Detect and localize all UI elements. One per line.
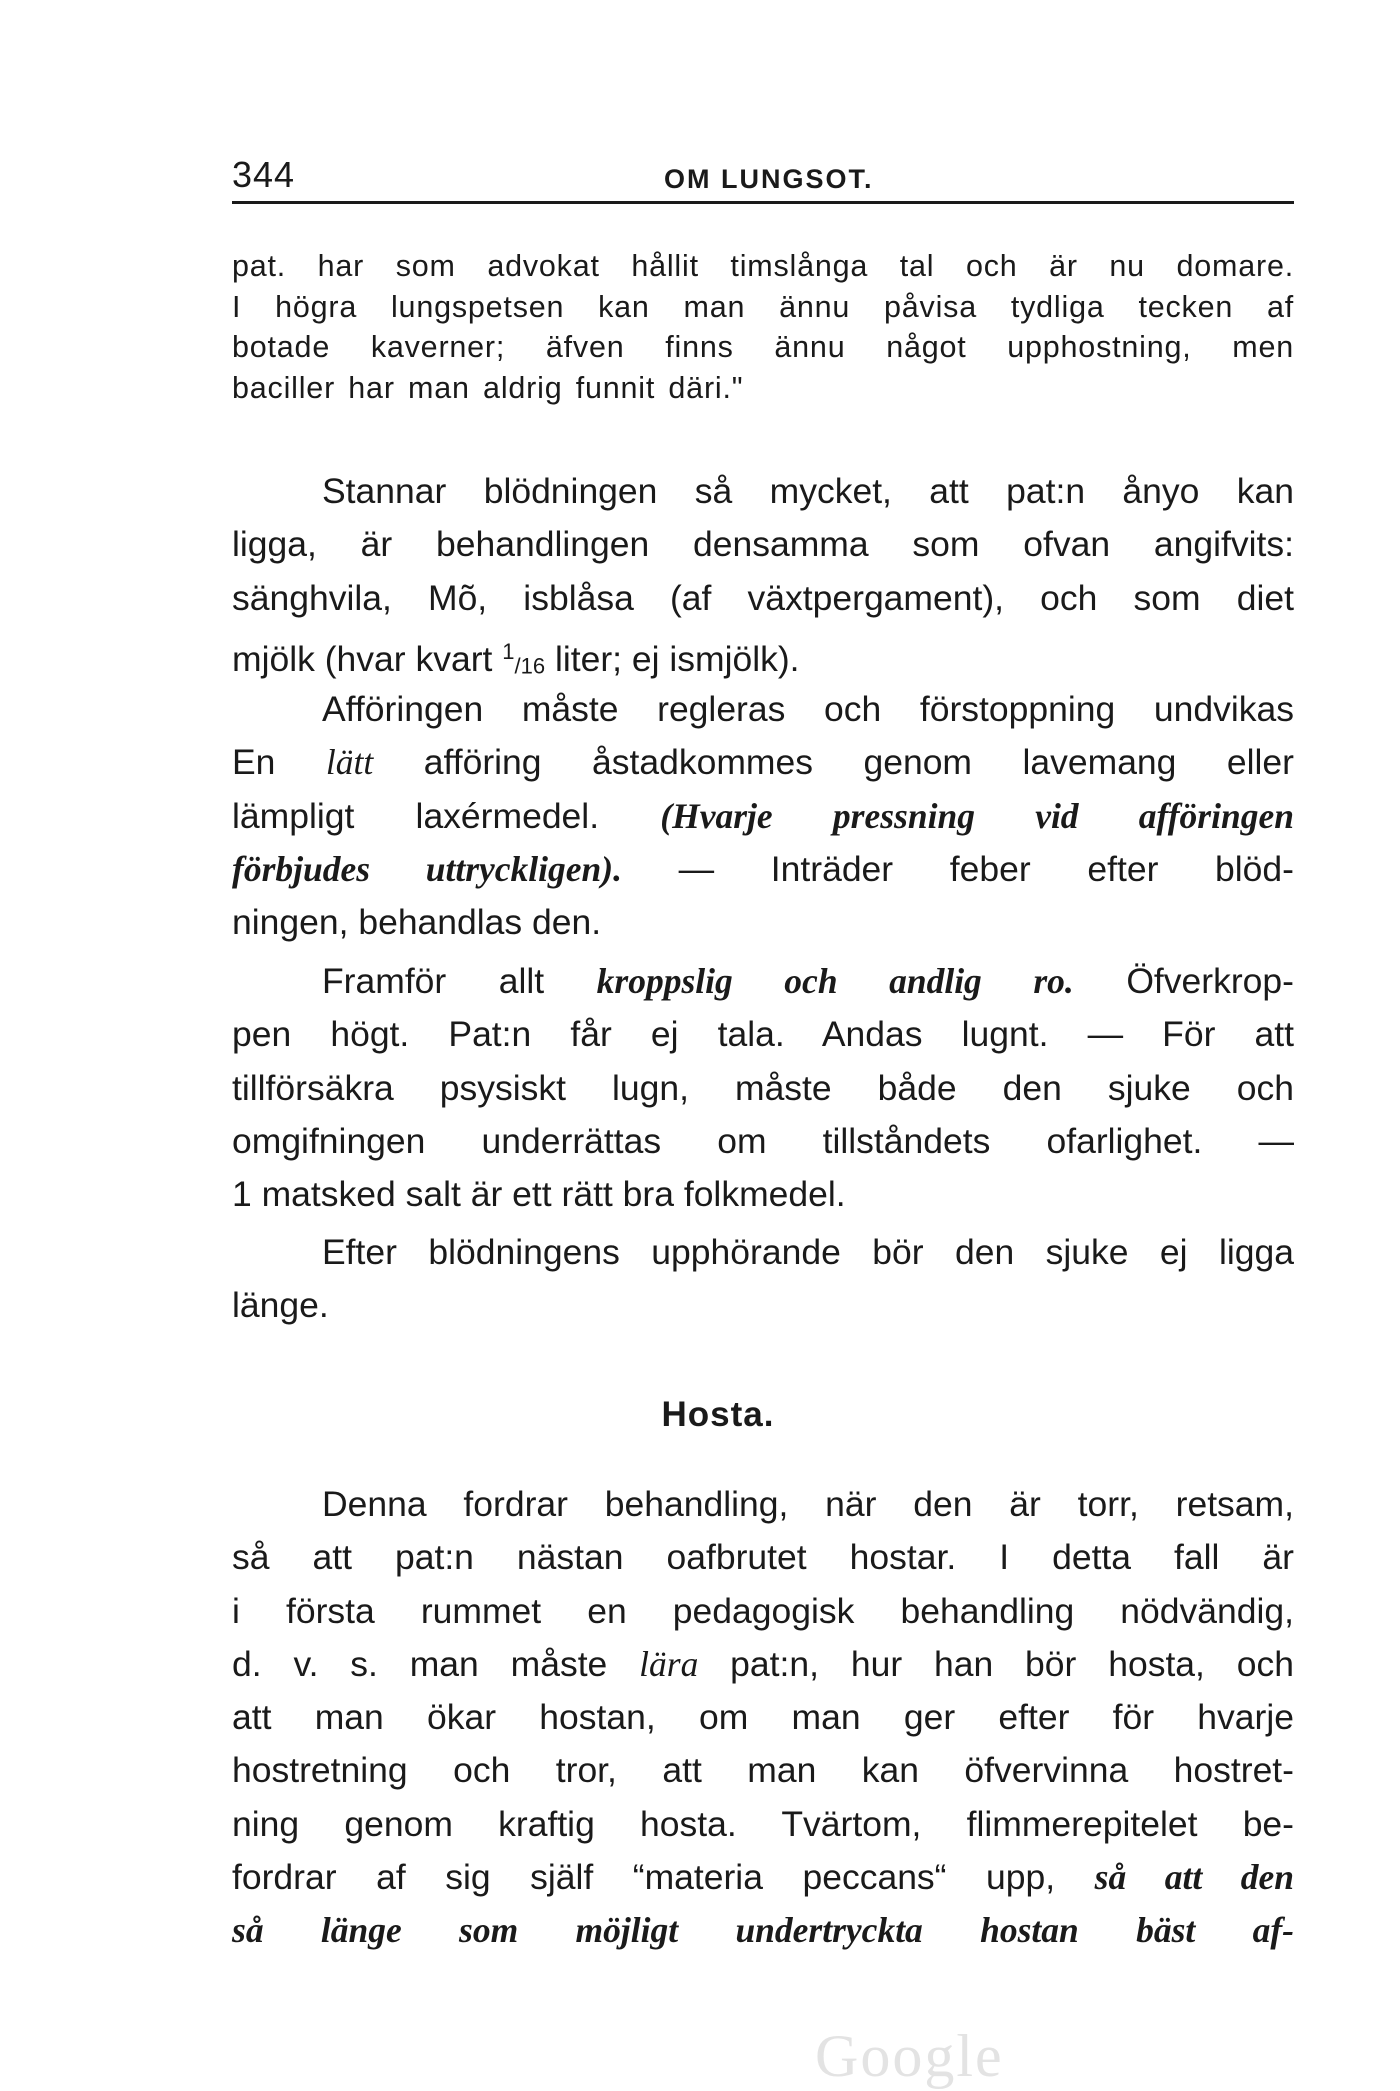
text-line: Framför allt kroppslig och andlig ro. Öfverkrop- <box>322 961 1294 1001</box>
emphasis: så att den <box>1094 1857 1294 1898</box>
running-head <box>232 150 1294 200</box>
google-watermark-logo: Google <box>815 2023 1004 2089</box>
quote-line: botade kaverner; äfven finns ännu något upphostning, men <box>232 330 1294 364</box>
text-line: länge. <box>232 1285 329 1326</box>
running-title: OM LUNGSOT. <box>664 164 874 194</box>
text-line: Afföringen måste regleras och förstoppning undvikas <box>322 689 1294 729</box>
paragraph-bowel-movement <box>232 683 1294 949</box>
paragraph-bleeding-stops <box>232 465 1294 692</box>
paragraph-rest <box>232 955 1294 1221</box>
text-line: ligga, är behandlingen densamma som ofvan angifvits: <box>232 524 1294 565</box>
text-line: Efter blödningens upphörande bör den sjuke ej ligga <box>322 1232 1294 1272</box>
quote-line: pat. har som advokat hållit timslånga tal och är nu domare. <box>232 249 1294 283</box>
text-line: En lätt afföring åstadkommes genom lavemang eller <box>232 742 1294 783</box>
text-line: 1 matsked salt är ett rätt bra folkmedel. <box>232 1174 846 1215</box>
quote-line: I högra lungspetsen kan man ännu påvisa tydliga tecken af <box>232 289 1294 324</box>
text-line: förbjudes uttryckligen). — Inträder feber efter blöd- <box>232 848 1294 889</box>
text-line: i första rummet en pedagogisk behandling nödvändig, <box>232 1590 1294 1631</box>
paragraph-after-bleeding <box>232 1226 1294 1333</box>
emphasis: kroppslig och andlig ro. <box>596 961 1074 1001</box>
page-number: 344 <box>232 154 296 195</box>
quote-paragraph <box>232 246 1294 408</box>
text-line: så att pat:n nästan oafbrutet hostar. I detta fall är <box>232 1537 1294 1578</box>
paragraph-cough <box>232 1478 1294 1958</box>
emphasis: så länge som möjligt undertryckta hostan bäst af- <box>232 1910 1294 1951</box>
text-line: hostretning och tror, att man kan öfvervinna hostret- <box>232 1750 1294 1791</box>
header-rule <box>232 201 1294 204</box>
section-heading: Hosta. <box>661 1395 775 1434</box>
text-line: lämpligt laxérmedel. (Hvarje pressning vid afföringen <box>232 795 1294 836</box>
fraction-numerator: 1 <box>502 638 515 664</box>
text-line: fordrar af sig själf “materia peccans“ upp, så att den <box>232 1857 1294 1898</box>
text-line: sänghvila, Mõ, isblåsa (af växtpergament), och som diet <box>232 577 1294 618</box>
text-line: Denna fordrar behandling, när den är torr, retsam, <box>322 1484 1294 1524</box>
text-line: ning genom kraftig hosta. Tvärtom, flimmerepitelet be- <box>232 1803 1294 1844</box>
text-line: att man ökar hostan, om man ger efter för hvarje <box>232 1697 1294 1738</box>
text-line: tillförsäkra psysiskt lugn, måste både den sjuke och <box>232 1067 1294 1108</box>
text-line: d. v. s. man måste lära pat:n, hur han bör hosta, och <box>232 1643 1294 1684</box>
emphasis: förbjudes uttryckligen). <box>232 848 622 889</box>
emphasis: lära <box>639 1643 699 1684</box>
fraction-denominator: /16 <box>514 653 546 679</box>
text-line: mjölk (hvar kvart $^1_{/16}$ liter; ej ismjölk). <box>232 638 800 679</box>
text-line <box>232 1904 1294 1957</box>
text-line: omgifningen underrättas om tillståndets ofarlighet. — <box>232 1120 1294 1161</box>
quote-line: baciller har man aldrig funnit däri." <box>232 370 744 405</box>
text-line: ningen, behandlas den. <box>232 902 602 943</box>
emphasis: lätt <box>325 742 374 783</box>
emphasis: (Hvarje pressning vid afföringen <box>660 795 1294 836</box>
text-line: Stannar blödningen så mycket, att pat:n ånyo kan <box>322 471 1294 511</box>
text-line: pen högt. Pat:n får ej tala. Andas lugnt. — För att <box>232 1014 1294 1055</box>
